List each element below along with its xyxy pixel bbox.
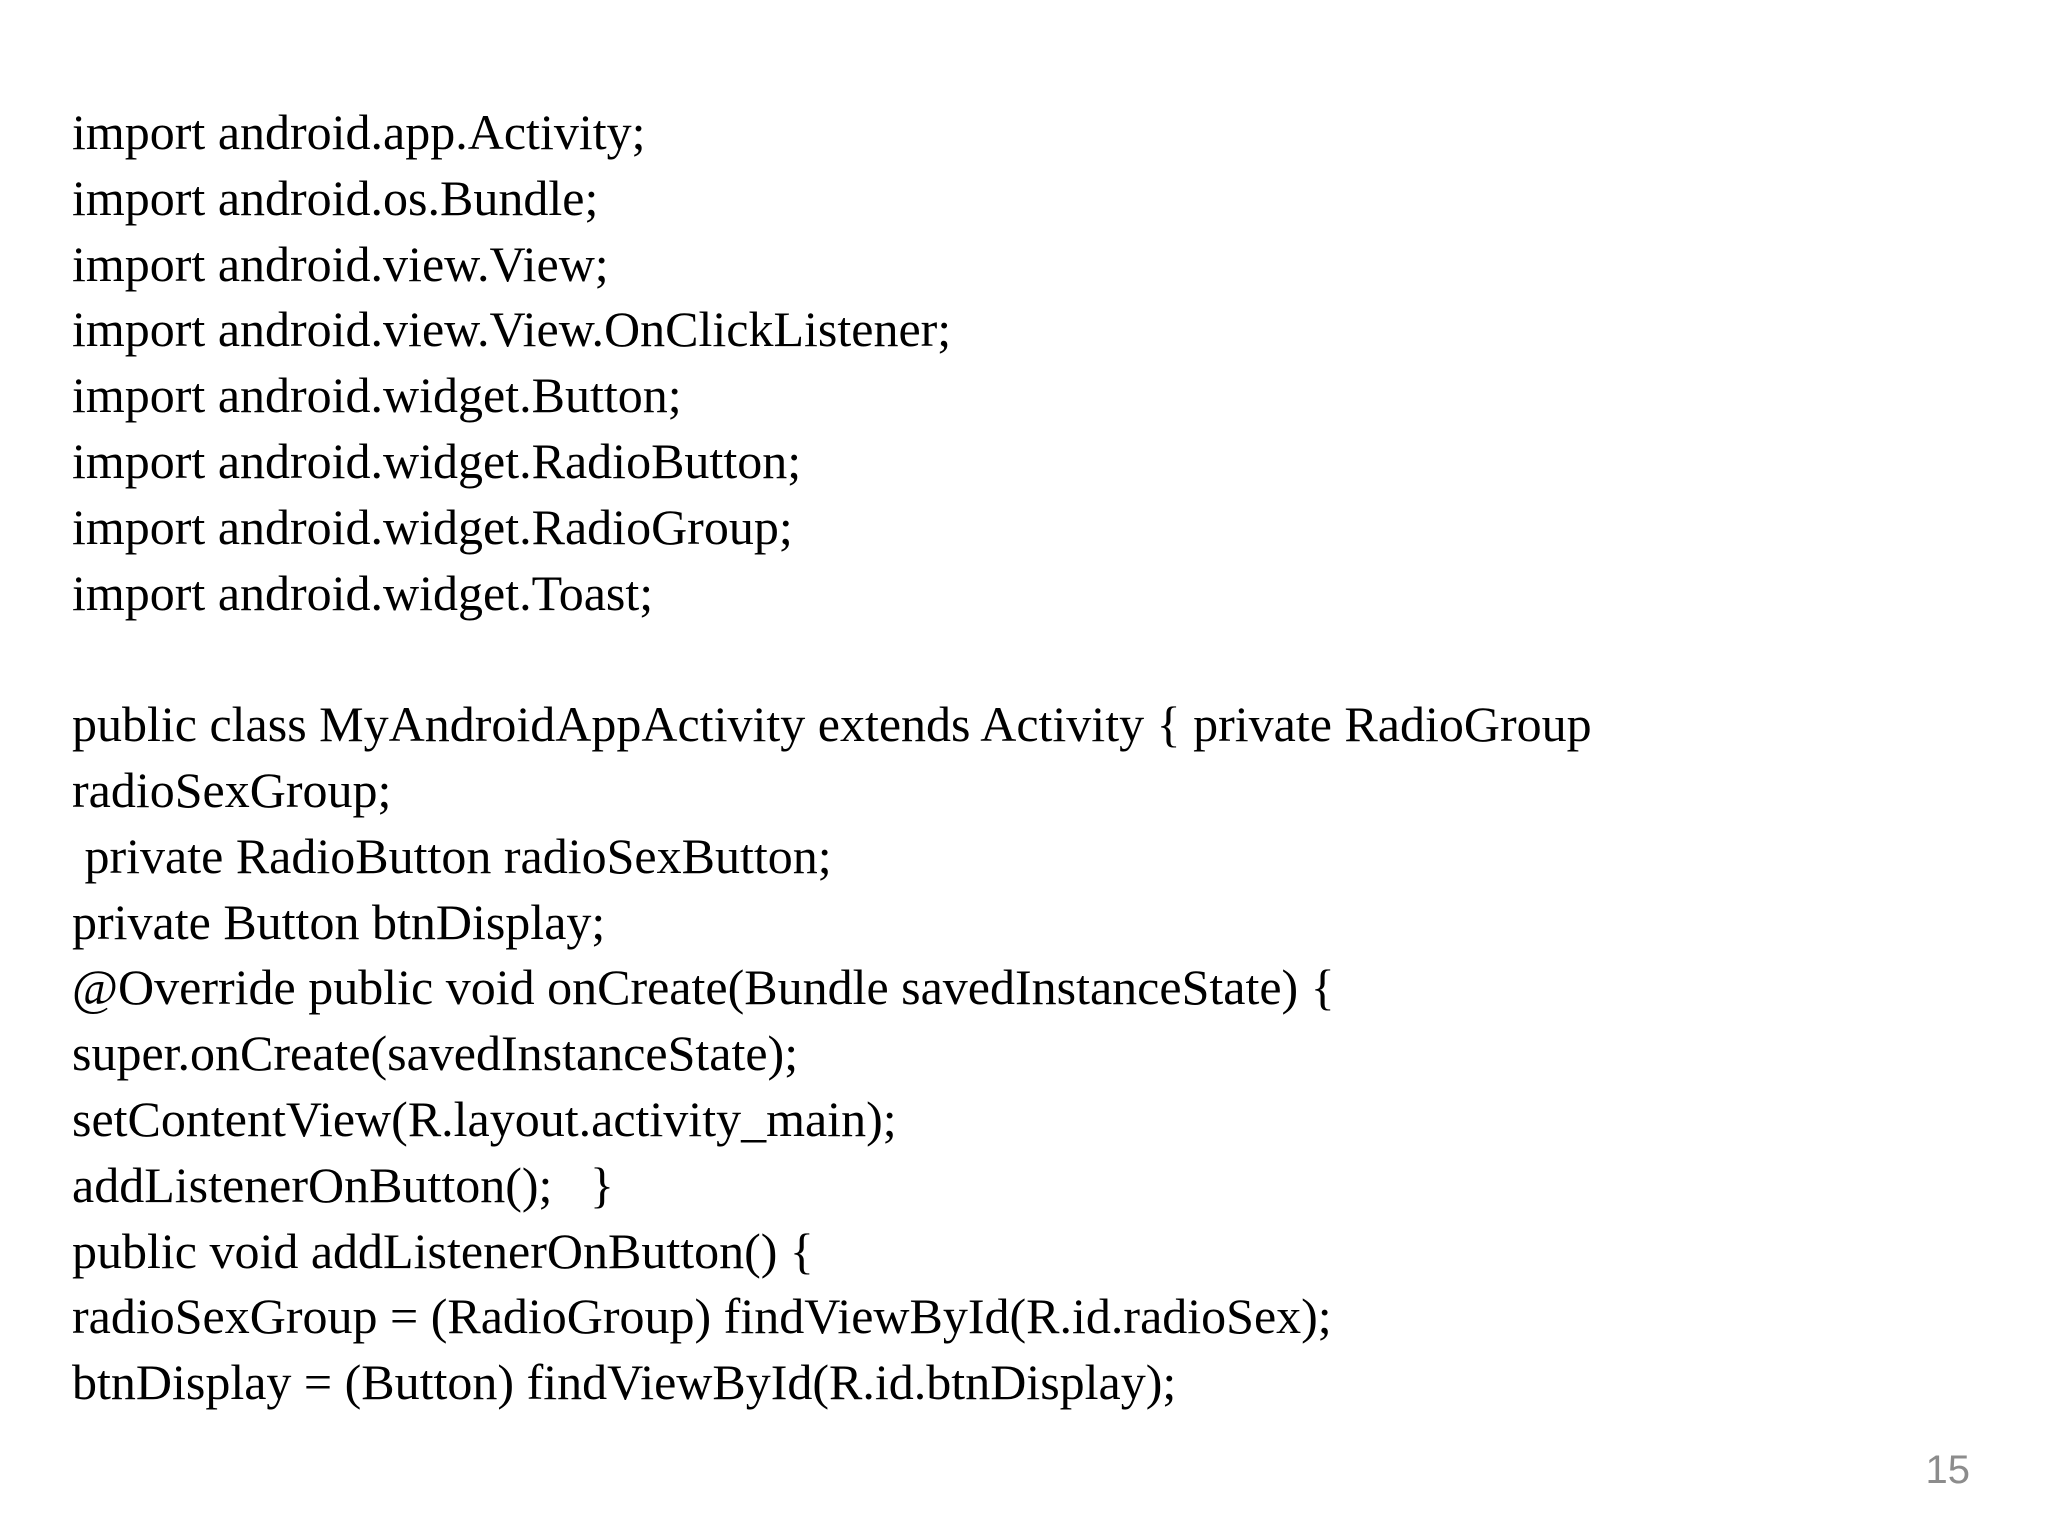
code-line: setContentView(R.layout.activity_main); bbox=[72, 1090, 897, 1147]
code-line: import android.widget.RadioGroup; bbox=[72, 498, 793, 555]
code-line: import android.app.Activity; bbox=[72, 104, 646, 160]
code-line: import android.view.View.OnClickListener; bbox=[72, 301, 952, 358]
page-number: 15 bbox=[1925, 1448, 1970, 1492]
code-line: import android.view.View; bbox=[72, 235, 609, 292]
code-line: addListenerOnButton(); } bbox=[72, 1156, 614, 1213]
code-line: private Button btnDisplay; bbox=[72, 893, 606, 950]
code-line: public class MyAndroidAppActivity extends Activity { private RadioGroup bbox=[72, 696, 1592, 753]
code-line: private RadioButton radioSexButton; bbox=[72, 827, 832, 884]
code-line: import android.widget.Button; bbox=[72, 367, 682, 424]
code-line: radioSexGroup; bbox=[72, 761, 392, 818]
blank-line bbox=[72, 626, 1972, 692]
code-line: import android.widget.Toast; bbox=[72, 564, 654, 621]
code-line: btnDisplay = (Button) findViewById(R.id.btnDisplay); bbox=[72, 1354, 1177, 1411]
code-line: super.onCreate(savedInstanceState); bbox=[72, 1025, 799, 1082]
code-line: radioSexGroup = (RadioGroup) findViewById(R.id.radioSex); bbox=[72, 1288, 1332, 1345]
code-line: @Override public void onCreate(Bundle savedInstanceState) { bbox=[72, 959, 1335, 1016]
code-block bbox=[72, 100, 1972, 1416]
code-line: import android.widget.RadioButton; bbox=[72, 432, 802, 489]
code-line: public void addListenerOnButton() { bbox=[72, 1222, 814, 1279]
code-line: import android.os.Bundle; bbox=[72, 169, 599, 226]
